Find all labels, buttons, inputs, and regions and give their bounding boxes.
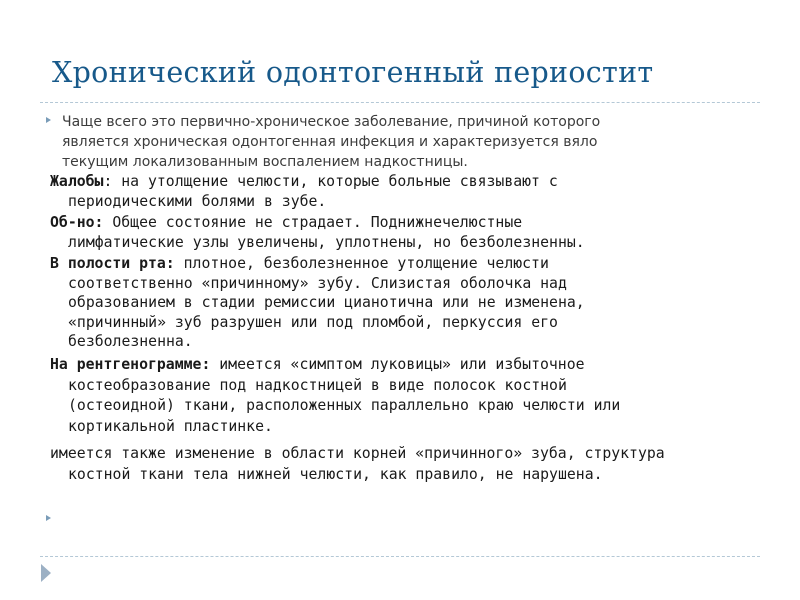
mouth-text: плотное, безболезненное утолщение челюсти	[174, 255, 549, 272]
mouth-text: соответственно «причинному» зубу. Слизистая оболочка над	[68, 274, 567, 292]
intro-line: является хроническая одонтогенная инфекция и характеризуется вяло	[62, 134, 598, 150]
also-paragraph	[50, 443, 770, 485]
exam-text: Общее состояние не страдает. Поднижнечелюстные	[103, 214, 523, 231]
intro-paragraph	[62, 112, 752, 172]
empty-bullet-icon	[46, 515, 51, 521]
intro-line: текущим локализованным воспалением надкостницы.	[62, 154, 468, 170]
complaints-paragraph	[50, 172, 770, 211]
mouth-text: безболезненна.	[68, 333, 193, 350]
exam-paragraph	[50, 213, 770, 252]
xray-text: имеется «симптом луковицы» или избыточное	[210, 356, 585, 373]
xray-label: На рентгенограмме:	[50, 356, 211, 373]
mouth-label: В полости рта:	[50, 255, 175, 272]
xray-text: кортикальной пластинке.	[68, 417, 273, 435]
footer-divider	[40, 556, 760, 557]
mouth-text: «причинный» зуб разрушен или под пломбой, перкуссия его	[68, 313, 558, 331]
complaints-text: периодическими болями в зубе.	[68, 192, 327, 210]
mouth-text: образованием в стадии ремиссии цианотична или не изменена,	[68, 294, 585, 311]
also-text: имеется также изменение в области корней «причинного» зуба, структура	[50, 445, 665, 462]
complaints-text: : на утолщение челюсти, которые больные связывают с	[103, 173, 558, 190]
bullet-icon	[46, 117, 51, 123]
also-text: костной ткани тела нижней челюсти, как правило, не нарушена.	[68, 466, 603, 483]
xray-paragraph	[50, 355, 770, 437]
next-slide-arrow-icon[interactable]	[41, 564, 51, 582]
xray-text: (остеоидной) ткани, расположенных параллельно краю челюсти или	[68, 397, 621, 414]
slide-title: Хронический одонтогенный периостит	[52, 56, 654, 89]
xray-text: костеобразование под надкостницей в виде полосок костной	[68, 376, 567, 394]
mouth-paragraph	[50, 254, 770, 352]
intro-line: Чаще всего это первично-хроническое заболевание, причиной которого	[62, 114, 601, 130]
exam-label: Об-но:	[50, 214, 104, 231]
exam-text: лимфатические узлы увеличены, уплотнены, но безболезненны.	[68, 233, 585, 251]
complaints-label: Жалобы	[50, 173, 104, 190]
title-divider	[40, 102, 760, 103]
